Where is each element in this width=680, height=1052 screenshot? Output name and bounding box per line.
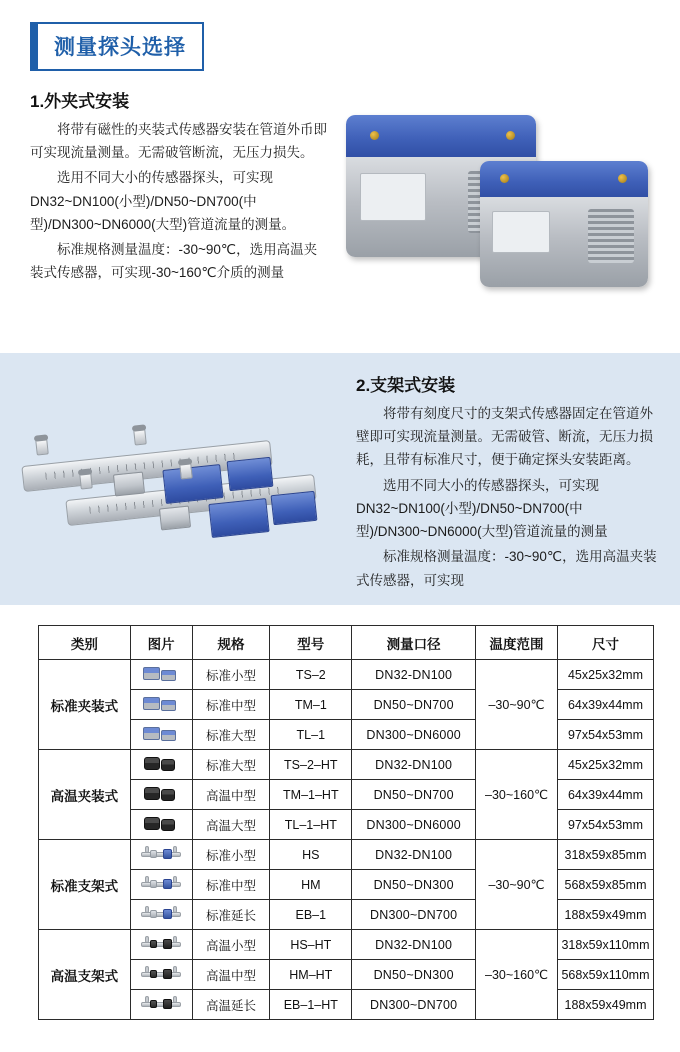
high-temp-rail-thumbnail	[139, 993, 183, 1013]
rail-sensor-thumbnail	[139, 873, 183, 893]
product-image-cell	[130, 960, 192, 990]
clamp-vents	[588, 209, 634, 263]
high-temp-clamp-thumbnail	[139, 813, 183, 833]
product-image-cell	[130, 750, 192, 780]
model-cell: HM	[270, 870, 352, 900]
spec-table-wrapper	[38, 625, 656, 1020]
screw-icon	[370, 131, 379, 140]
category-cell: 标准夹装式	[39, 660, 131, 750]
table-row	[39, 900, 654, 930]
category-cell: 高温夹装式	[39, 750, 131, 840]
diameter-cell: DN50~DN300	[352, 870, 476, 900]
model-cell: TL–1	[270, 720, 352, 750]
diameter-cell: DN300~DN6000	[352, 810, 476, 840]
section-clamp-on	[0, 87, 680, 349]
table-row	[39, 720, 654, 750]
clamp-sensor-thumbnail	[139, 663, 183, 683]
category-cell: 高温支架式	[39, 930, 131, 1020]
high-temp-clamp-thumbnail	[139, 783, 183, 803]
table-body	[39, 660, 654, 1020]
rail-sensor-thumbnail	[139, 903, 183, 923]
size-cell: 568x59x85mm	[558, 870, 654, 900]
diameter-cell: DN300~DN700	[352, 990, 476, 1020]
size-cell: 188x59x49mm	[558, 900, 654, 930]
model-cell: HM–HT	[270, 960, 352, 990]
screw-icon	[500, 174, 509, 183]
section1-paragraph-3: 标准规格测量温度：-30~90℃，选用高温夹装式传感器，可实现-30~160℃介质的测量	[30, 242, 318, 281]
section1-paragraph-1: 将带有磁性的夹装式传感器安装在管道外币即可实现流量测量。无需破管断流，无压力损失。	[30, 122, 327, 161]
table-row	[39, 870, 654, 900]
diameter-cell: DN32-DN100	[352, 840, 476, 870]
section2-text-block	[356, 371, 658, 594]
size-cell: 64x39x44mm	[558, 780, 654, 810]
diameter-cell: DN32-DN100	[352, 660, 476, 690]
diameter-cell: DN32-DN100	[352, 750, 476, 780]
table-row	[39, 750, 654, 780]
spec-cell: 高温延长	[192, 990, 270, 1020]
spec-cell: 高温小型	[192, 930, 270, 960]
model-cell: TL–1–HT	[270, 810, 352, 840]
rail-post-cap	[78, 468, 93, 475]
title-accent-bar	[32, 24, 38, 69]
table-header-temperature: 温度范围	[476, 626, 558, 660]
screw-icon	[506, 131, 515, 140]
spec-cell: 标准大型	[192, 750, 270, 780]
rail-transducer-block	[162, 464, 223, 504]
size-cell: 64x39x44mm	[558, 690, 654, 720]
diameter-cell: DN50~DN700	[352, 690, 476, 720]
diameter-cell: DN300~DN700	[352, 900, 476, 930]
product-image-cell	[130, 900, 192, 930]
temperature-cell: –30~90℃	[476, 660, 558, 750]
rail-sensor-thumbnail	[139, 843, 183, 863]
clamp-sensor-thumbnail	[139, 723, 183, 743]
table-header-size: 尺寸	[558, 626, 654, 660]
product-image-cell	[130, 690, 192, 720]
rail-post-cap	[34, 434, 49, 441]
diameter-cell: DN300~DN6000	[352, 720, 476, 750]
section2-heading: 2.支架式安装	[356, 376, 456, 395]
clamp-label	[492, 211, 550, 253]
table-header-spec: 规格	[192, 626, 270, 660]
temperature-cell: –30~160℃	[476, 750, 558, 840]
section1-paragraph-2: 选用不同大小的传感器探头，可实现DN32~DN100(小型)/DN50~DN700(中型)/DN300~DN6000(大型)管道流量的测量。	[30, 170, 296, 232]
table-row	[39, 810, 654, 840]
section1-heading: 1.外夹式安装	[30, 92, 130, 111]
rail-post	[79, 472, 93, 489]
rail-slider-block	[159, 505, 191, 530]
section1-text-block	[30, 87, 330, 287]
model-cell: TM–1	[270, 690, 352, 720]
rail-transducer-block	[227, 457, 274, 491]
product-image-cell	[130, 810, 192, 840]
model-cell: TS–2	[270, 660, 352, 690]
table-row	[39, 990, 654, 1020]
screw-icon	[618, 174, 627, 183]
rail-slider-block	[113, 471, 145, 496]
rail-post	[133, 428, 147, 445]
clamp-sensor-thumbnail	[139, 693, 183, 713]
section2-paragraph-3: 标准规格测量温度：-30~90℃，选用高温夹装式传感器，可实现	[356, 549, 657, 588]
table-header-model: 型号	[270, 626, 352, 660]
spec-cell: 标准小型	[192, 840, 270, 870]
spec-cell: 高温大型	[192, 810, 270, 840]
spec-cell: 标准中型	[192, 690, 270, 720]
temperature-cell: –30~160℃	[476, 930, 558, 1020]
model-cell: HS–HT	[270, 930, 352, 960]
spec-cell: 标准大型	[192, 720, 270, 750]
size-cell: 318x59x85mm	[558, 840, 654, 870]
model-cell: TS–2–HT	[270, 750, 352, 780]
product-image-cell	[130, 840, 192, 870]
table-row	[39, 660, 654, 690]
size-cell: 45x25x32mm	[558, 750, 654, 780]
model-cell: TM–1–HT	[270, 780, 352, 810]
size-cell: 568x59x110mm	[558, 960, 654, 990]
product-image-cell	[130, 870, 192, 900]
size-cell: 318x59x110mm	[558, 930, 654, 960]
clamp-sensor-small	[480, 161, 648, 287]
category-cell: 标准支架式	[39, 840, 131, 930]
spec-cell: 高温中型	[192, 960, 270, 990]
size-cell: 188x59x49mm	[558, 990, 654, 1020]
rail-mount-sensor-illustration	[14, 411, 354, 571]
product-image-cell	[130, 930, 192, 960]
model-cell: HS	[270, 840, 352, 870]
size-cell: 97x54x53mm	[558, 720, 654, 750]
diameter-cell: DN50~DN700	[352, 780, 476, 810]
product-image-cell	[130, 990, 192, 1020]
spec-cell: 标准小型	[192, 660, 270, 690]
size-cell: 97x54x53mm	[558, 810, 654, 840]
high-temp-rail-thumbnail	[139, 963, 183, 983]
clamp-label	[360, 173, 426, 221]
model-cell: EB–1–HT	[270, 990, 352, 1020]
rail-transducer-block	[271, 491, 318, 525]
rail-post	[35, 438, 49, 455]
table-row	[39, 840, 654, 870]
rail-post-cap	[132, 424, 147, 431]
rail-post	[179, 462, 193, 479]
page-title: 测量探头选择	[54, 36, 186, 59]
rail-transducer-block	[208, 498, 269, 538]
high-temp-clamp-thumbnail	[139, 753, 183, 773]
table-header-diameter: 测量口径	[352, 626, 476, 660]
table-row	[39, 690, 654, 720]
table-header-row	[39, 626, 654, 660]
section-rail-mount	[0, 353, 680, 605]
section2-paragraph-2: 选用不同大小的传感器探头，可实现DN32~DN100(小型)/DN50~DN700(中型)/DN300~DN6000(大型)管道流量的测量	[356, 477, 608, 540]
model-cell: EB–1	[270, 900, 352, 930]
diameter-cell: DN32-DN100	[352, 930, 476, 960]
spec-cell: 标准中型	[192, 870, 270, 900]
rail-post-cap	[178, 458, 193, 465]
table-row	[39, 960, 654, 990]
temperature-cell: –30~90℃	[476, 840, 558, 930]
spec-cell: 标准延长	[192, 900, 270, 930]
product-image-cell	[130, 720, 192, 750]
table-row	[39, 780, 654, 810]
table-header-image: 图片	[130, 626, 192, 660]
size-cell: 45x25x32mm	[558, 660, 654, 690]
page-title-box	[30, 22, 204, 71]
clamp-on-sensor-illustration	[332, 109, 662, 299]
product-image-cell	[130, 660, 192, 690]
probe-spec-table	[38, 625, 654, 1020]
diameter-cell: DN50~DN300	[352, 960, 476, 990]
section2-paragraph-1: 将带有刻度尺寸的支架式传感器固定在管道外壁即可实现流量测量。无需破管、断流，无压力损耗，且带有标准尺寸，便于确定探头安装距离。	[356, 406, 653, 468]
table-row	[39, 930, 654, 960]
high-temp-rail-thumbnail	[139, 933, 183, 953]
product-image-cell	[130, 780, 192, 810]
page-header	[0, 0, 680, 71]
table-header-category: 类别	[39, 626, 131, 660]
spec-cell: 高温中型	[192, 780, 270, 810]
